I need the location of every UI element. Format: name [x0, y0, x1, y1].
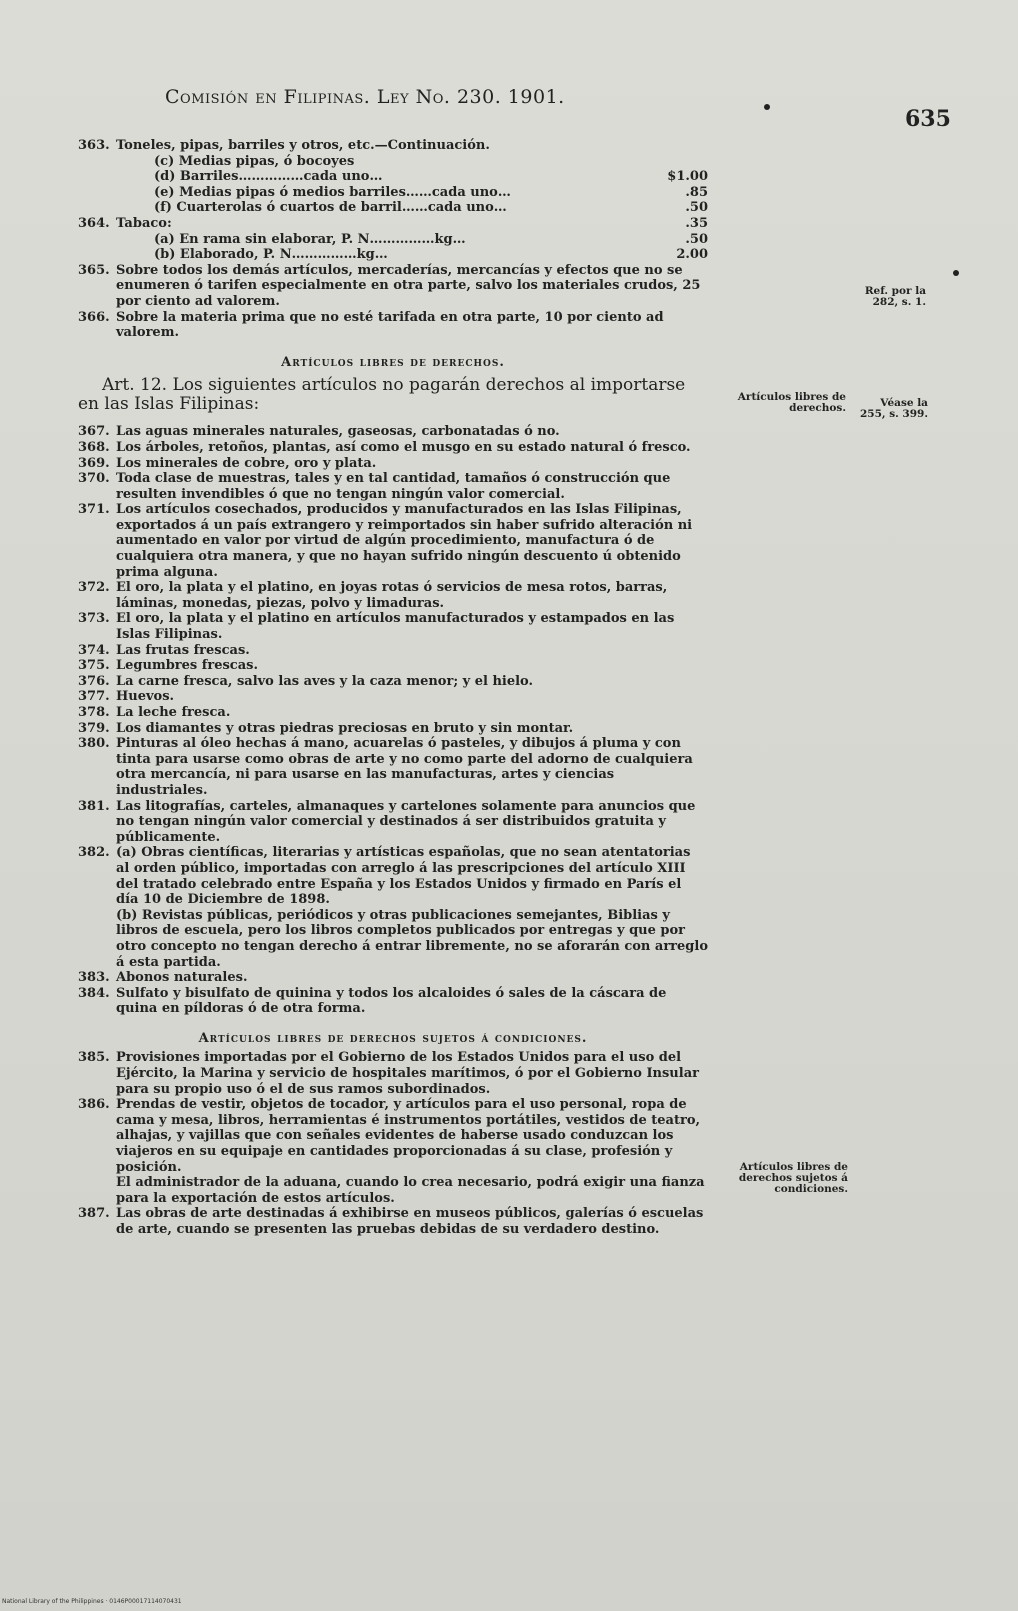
- section-heading-conditional: Artículos libres de derechos sujetos á condiciones.: [198, 1030, 588, 1046]
- item-364: 364. Tabaco: .35: [78, 215, 708, 231]
- item-366: 366. Sobre la materia prima que no esté tarifada en otra parte, 10 por ciento ad valorem.: [78, 309, 664, 341]
- footer-credit: National Library of the Philippines · 0146P00017114070431: [2, 1598, 182, 1605]
- item-number: 370.: [78, 471, 110, 487]
- item-number: 373.: [78, 611, 110, 627]
- item-number: 376.: [78, 673, 110, 689]
- article-12: Art. 12. Los siguientes artículos no pagarán derechos al importarse en las Islas Filipinas:: [78, 375, 686, 415]
- list-item: [78, 970, 708, 986]
- item-number: 379.: [78, 720, 110, 736]
- list-item: [78, 643, 708, 659]
- item-text: Huevos.: [116, 689, 175, 705]
- item-text: (b) Revistas públicas, periódicos y otras publicaciones semejantes, Biblias y libros de escuela, pero los libros completos publicados por entregas y que por otro concepto no tengan derecho á entrar libremente, no se aforarán con arreglo á esta partida.: [116, 907, 708, 970]
- item-text: Los minerales de cobre, oro y plata.: [116, 455, 377, 471]
- item-text: El administrador de la aduana, cuando lo crea necesario, podrá exigir una fianza para la exportación de estos artículos.: [116, 1175, 705, 1206]
- list-item: [78, 721, 708, 737]
- item-365: 365. Sobre todos los demás artículos, mercaderías, mercancías y efectos que no se enumeren ó tarifen especialmente en otra parte, salvo los materiales crudos, 25 por ciento ad valorem.: [78, 262, 701, 309]
- list-item: [78, 1175, 708, 1206]
- subitem-364-a: (a) En rama sin elaborar, P. N……………kg… .50: [154, 231, 708, 247]
- item-text: La carne fresca, salvo las aves y la caza menor; y el hielo.: [116, 673, 534, 689]
- item-number: 380.: [78, 736, 110, 752]
- list-item: [78, 611, 708, 642]
- item-text: Sulfato y bisulfato de quinina y todos los alcaloides ó sales de la cáscara de quina en píldoras ó de otra forma.: [116, 985, 667, 1017]
- item-text: Prendas de vestir, objetos de tocador, y artículos para el uso personal, ropa de cama y mesa, libros, herramientas é instrumentos portátiles, vestidos de teatro, alhajas, y vajillas que con señales evidentes de haberse usado conduzcan los viajeros en su equipaje en cantidades proporcionadas á su clase, profesión y posición.: [116, 1097, 701, 1175]
- subitem-364-b: (b) Elaborado, P. N……………kg… 2.00: [154, 247, 708, 263]
- print-speck: [764, 104, 770, 110]
- item-text: Provisiones importadas por el Gobierno de los Estados Unidos para el uso del Ejército, la Marina y servicio de hospitales marítimos, ó por el Gobierno Insular para su propio uso ó el de sus ramos subordinados.: [116, 1050, 699, 1097]
- print-speck: [953, 270, 959, 276]
- item-number: 377.: [78, 689, 110, 705]
- list-item: [78, 799, 708, 846]
- item-text: Los árboles, retoños, plantas, así como el musgo en su estado natural ó fresco.: [116, 439, 691, 455]
- item-number: 375.: [78, 658, 110, 674]
- list-item: [78, 1097, 708, 1175]
- list-item: [78, 689, 708, 705]
- list-item: [78, 580, 708, 611]
- item-text: Las frutas frescas.: [116, 642, 250, 658]
- list-item: [78, 1206, 708, 1237]
- item-number: 386.: [78, 1097, 110, 1113]
- list-item: [78, 674, 708, 690]
- margin-note-sujetos: Artículos libres de derechos sujetos á condiciones.: [738, 1161, 848, 1195]
- list-item: [78, 1050, 708, 1097]
- subitem-363-d: (d) Barriles……………cada uno… $1.00: [154, 169, 708, 185]
- list-item: [78, 471, 708, 502]
- list-item: [78, 705, 708, 721]
- list-item: [78, 440, 708, 456]
- item-number: 374.: [78, 642, 110, 658]
- item-text: Las aguas minerales naturales, gaseosas, carbonatadas ó no.: [116, 424, 560, 440]
- list-item: [78, 845, 708, 907]
- subitem-363-e: (e) Medias pipas ó medios barriles……cada uno… .85: [154, 184, 708, 200]
- item-number: 387.: [78, 1206, 110, 1222]
- item-text: Abonos naturales.: [116, 970, 248, 986]
- item-number: 368.: [78, 439, 110, 455]
- item-text: La leche fresca.: [116, 705, 231, 720]
- item-number: 369.: [78, 455, 110, 471]
- item-text: Las obras de arte destinadas á exhibirse en museos públicos, galerías ó escuelas de arte, cuando se presenten las pruebas debidas de su verdadero destino.: [116, 1206, 704, 1237]
- item-text: El oro, la plata y el platino en artículos manufacturados y estampados en las Islas Filipinas.: [116, 611, 675, 643]
- item-text: Legumbres frescas.: [116, 658, 258, 674]
- margin-note-vease: Véase la 255, s. 399.: [859, 397, 928, 420]
- item-number: 383.: [78, 970, 110, 986]
- item-number: 381.: [78, 798, 110, 814]
- item-number: 385.: [78, 1050, 110, 1066]
- list-item: [78, 424, 708, 440]
- item-text: Los artículos cosechados, producidos y manufacturados en las Islas Filipinas, exportados á un país extrangero y reimportados sin haber sufrido alteración ni aumentado en valor por virtud de algún procedimiento, manufactura ó de cualquiera otra manera, y que no hayan sufrido ningún descuento ú obtenido prima alguna.: [116, 502, 693, 580]
- conditional-items-list: [78, 1050, 708, 1237]
- list-item: [78, 908, 708, 970]
- item-number: 384.: [78, 985, 110, 1001]
- main-text: [78, 138, 708, 1238]
- list-item: [78, 502, 708, 580]
- list-item: [78, 658, 708, 674]
- item-text: Los diamantes y otras piedras preciosas en bruto y sin montar.: [116, 720, 574, 736]
- item-text: El oro, la plata y el platino, en joyas rotas ó servicios de mesa rotos, barras, láminas, monedas, piezas, polvo y limaduras.: [116, 580, 668, 611]
- item-number: 367.: [78, 424, 110, 440]
- item-number: 378.: [78, 705, 110, 720]
- margin-note-libres: Artículos libres de derechos.: [737, 391, 846, 414]
- item-text: Las litografías, carteles, almanaques y cartelones solamente para anuncios que no tengan ningún valor comercial y destinados á ser distribuidos gratuita y públicamente.: [116, 798, 696, 845]
- page-number: 635: [905, 106, 951, 132]
- margin-note-ref: Ref. por la 282, s. 1.: [864, 285, 926, 308]
- section-heading-free: Artículos libres de derechos.: [281, 354, 505, 370]
- subitem-363-c: (c) Medias pipas, ó bocoyes: [154, 153, 355, 169]
- item-363: 363. Toneles, pipas, barriles y otros, etc.—Continuación.: [78, 138, 490, 153]
- item-number: 382.: [78, 845, 110, 861]
- running-head: Comisión en Filipinas. Ley No. 230. 1901.: [165, 86, 565, 108]
- item-number: 371.: [78, 502, 110, 518]
- free-items-list: [78, 424, 708, 1017]
- item-text: (a) Obras científicas, literarias y artísticas españolas, que no sean atentatorias al orden público, importadas con arreglo á las prescripciones del artículo XIII del tratado celebrado entre España y los Estados Unidos y firmado en París el día 10 de Diciembre de 1898.: [116, 845, 691, 908]
- subitem-363-f: (f) Cuarterolas ó cuartos de barril……cada uno… .50: [154, 200, 708, 216]
- item-text: Toda clase de muestras, tales y en tal cantidad, tamaños ó construcción que resulten invendibles ó que no tengan ningún valor comercial.: [116, 471, 671, 502]
- list-item: [78, 986, 708, 1017]
- list-item: [78, 736, 708, 798]
- item-number: 372.: [78, 580, 110, 596]
- item-text: Pinturas al óleo hechas á mano, acuarelas ó pasteles, y dibujos á pluma y con tinta para usarse como obras de arte y no como parte del adorno de cualquiera otra mercancía, ni para usarse en las manufacturas, artes y ciencias industriales.: [116, 736, 693, 798]
- list-item: [78, 456, 708, 472]
